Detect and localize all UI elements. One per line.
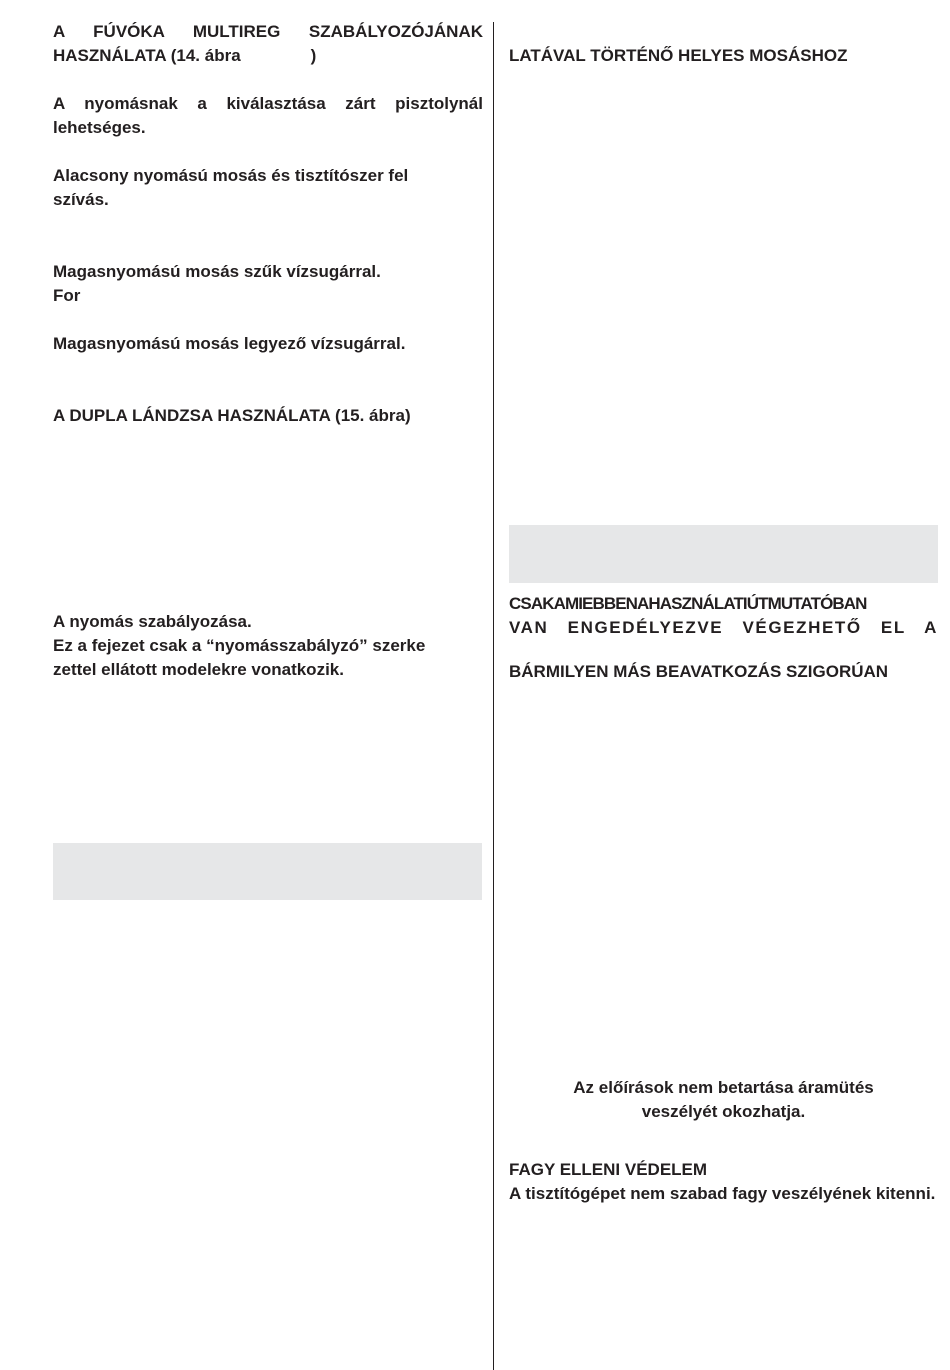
frost-protection-title: FAGY ELLENI VÉDELEM xyxy=(509,1160,708,1179)
right-gray-box xyxy=(509,525,938,583)
heading-nozzle-multireg-line2 xyxy=(53,44,483,68)
pressure-regulation-title: A nyomás szabályozása. xyxy=(53,612,252,631)
heading-nozzle-multireg-line1: A FÚVÓKA MULTIREG SZABÁLYOZÓJÁNAK xyxy=(53,22,483,41)
low-pressure-line1: Alacsony nyomású mosás és tisztítószer fel xyxy=(53,166,409,185)
electric-warning-line2: veszélyét okozhatja. xyxy=(641,1102,806,1121)
warning-line2: VAN ENGEDÉLYEZVE VÉGEZHETŐ EL A xyxy=(509,618,938,637)
electric-warning-line1: Az előírások nem betartása áramütés xyxy=(573,1078,874,1097)
low-pressure-line2: szívás. xyxy=(53,190,109,209)
warning-line1: CSAKAMIEBBENAHASZNÁLATIÚTMUTATÓBAN xyxy=(509,594,867,613)
column-divider xyxy=(493,22,494,1370)
heading-nozzle-multireg-line2-b: ) xyxy=(310,46,317,65)
right-column xyxy=(509,0,938,1370)
for-text: For xyxy=(53,286,81,305)
pressure-regulation-line3: zettel ellátott modelekre vonatkozik. xyxy=(53,660,344,679)
heading-correct-wash: LATÁVAL TÖRTÉNŐ HELYES MOSÁSHOZ xyxy=(509,46,848,65)
pressure-select-text: A nyomásnak a kiválasztása zárt pisztolynál lehetséges. xyxy=(53,94,483,137)
left-gray-box xyxy=(53,843,482,900)
heading-double-lance: A DUPLA LÁNDZSA HASZNÁLATA (15. ábra) xyxy=(53,406,411,425)
frost-protection-text: A tisztítógépet nem szabad fagy veszélyének kitenni. xyxy=(509,1184,936,1203)
high-pressure-narrow-text: Magasnyomású mosás szűk vízsugárral. xyxy=(53,262,381,281)
left-column xyxy=(53,0,483,1370)
pressure-regulation-line2: Ez a fejezet csak a “nyomásszabályzó” szerke xyxy=(53,636,426,655)
heading-nozzle-multireg-line2-a: HASZNÁLATA (14. ábra xyxy=(53,46,241,65)
warning-line3: BÁRMILYEN MÁS BEAVATKOZÁS SZIGORÚAN xyxy=(509,662,889,681)
high-pressure-fan-text: Magasnyomású mosás legyező vízsugárral. xyxy=(53,334,406,353)
